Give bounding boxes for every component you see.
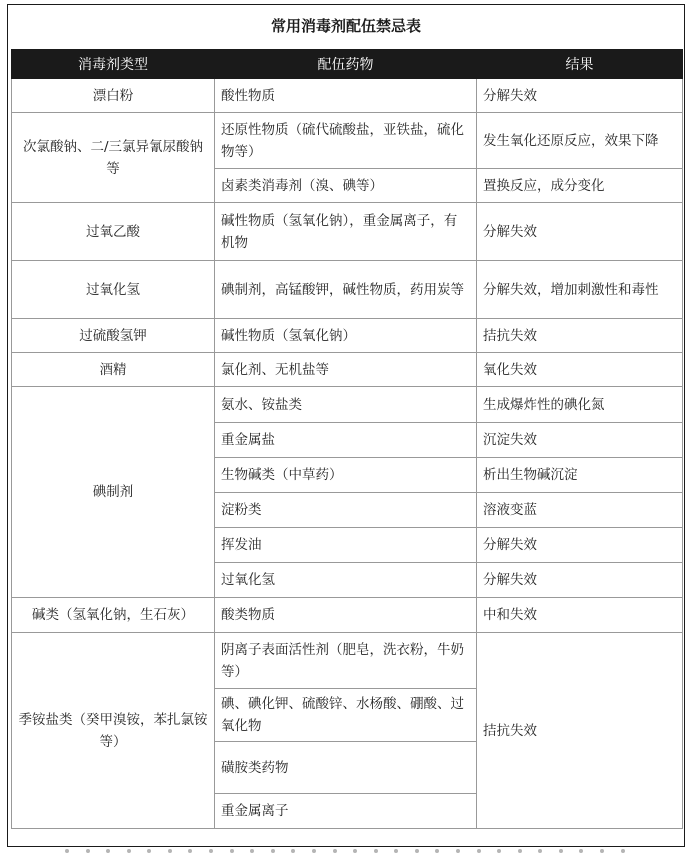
border-dot: [621, 849, 625, 853]
header-result: 结果: [477, 50, 683, 79]
page-title: 常用消毒剂配伍禁忌表: [270, 16, 421, 35]
compatible-drug-cell: 挥发油: [215, 528, 477, 563]
border-dot: [415, 849, 419, 853]
compatible-drug-cell: 碱性物质（氢氧化钠），重金属离子，有机物: [215, 203, 477, 261]
disinfectant-type-cell: 碘制剂: [12, 387, 215, 598]
result-cell: 中和失效: [477, 598, 683, 633]
border-dot: [579, 849, 583, 853]
result-cell: 分解失效: [477, 563, 683, 598]
border-dot: [559, 849, 563, 853]
border-dot: [188, 849, 192, 853]
compatible-drug-cell: 磺胺类药物: [215, 742, 477, 794]
disinfectant-type-cell: 漂白粉: [12, 79, 215, 113]
border-dot: [106, 849, 110, 853]
border-dot: [291, 849, 295, 853]
compatible-drug-cell: 氯化剂、无机盐等: [215, 353, 477, 387]
table-row: [12, 633, 683, 689]
compatible-drug-cell: 生物碱类（中草药）: [215, 458, 477, 493]
border-dot: [127, 849, 131, 853]
disinfectant-type-cell: 过氧乙酸: [12, 203, 215, 261]
compatible-drug-cell: 碘制剂，高锰酸钾，碱性物质，药用炭等: [215, 261, 477, 319]
disinfectant-type-cell: 酒精: [12, 353, 215, 387]
border-dot: [518, 849, 522, 853]
border-dot: [333, 849, 337, 853]
border-dot: [168, 849, 172, 853]
compatible-drug-cell: 还原性物质（硫代硫酸盐，亚铁盐，硫化物等）: [215, 113, 477, 169]
border-dot: [456, 849, 460, 853]
result-cell: 生成爆炸性的碘化氮: [477, 387, 683, 423]
compatible-drug-cell: 阴离子表面活性剂（肥皂，洗衣粉，牛奶等）: [215, 633, 477, 689]
disinfectant-type-cell: 碱类（氢氧化钠，生石灰）: [12, 598, 215, 633]
compatibility-table: [11, 49, 683, 829]
table-row: [12, 319, 683, 353]
table-body: [12, 79, 683, 829]
border-dot: [65, 849, 69, 853]
border-dot: [271, 849, 275, 853]
result-cell: 氧化失效: [477, 353, 683, 387]
result-cell: 溶液变蓝: [477, 493, 683, 528]
bottom-dotted-border: [65, 849, 625, 855]
compatible-drug-cell: 淀粉类: [215, 493, 477, 528]
table-row: [12, 79, 683, 113]
border-dot: [435, 849, 439, 853]
compatible-drug-cell: 重金属盐: [215, 423, 477, 458]
header-drug: 配伍药物: [215, 50, 477, 79]
result-cell: 析出生物碱沉淀: [477, 458, 683, 493]
table-frame: [7, 4, 685, 847]
table-row: [12, 353, 683, 387]
header-type: 消毒剂类型: [12, 50, 215, 79]
result-cell: 分解失效: [477, 203, 683, 261]
table-row: [12, 598, 683, 633]
border-dot: [147, 849, 151, 853]
disinfectant-type-cell: 过硫酸氢钾: [12, 319, 215, 353]
result-cell: 拮抗失效: [477, 633, 683, 829]
border-dot: [394, 849, 398, 853]
border-dot: [86, 849, 90, 853]
compatible-drug-cell: 碘、碘化钾、硫酸锌、水杨酸、硼酸、过氧化物: [215, 689, 477, 742]
disinfectant-type-cell: 次氯酸钠、二/三氯异氰尿酸钠等: [12, 113, 215, 203]
compatible-drug-cell: 重金属离子: [215, 794, 477, 829]
result-cell: 分解失效，增加刺激性和毒性: [477, 261, 683, 319]
result-cell: 沉淀失效: [477, 423, 683, 458]
result-cell: 置换反应，成分变化: [477, 169, 683, 203]
result-cell: 分解失效: [477, 79, 683, 113]
border-dot: [477, 849, 481, 853]
table-row: [12, 387, 683, 423]
compatible-drug-cell: 氨水、铵盐类: [215, 387, 477, 423]
compatible-drug-cell: 酸性物质: [215, 79, 477, 113]
border-dot: [250, 849, 254, 853]
border-dot: [312, 849, 316, 853]
table-row: [12, 113, 683, 169]
header-row: [12, 50, 683, 79]
border-dot: [538, 849, 542, 853]
border-dot: [374, 849, 378, 853]
compatible-drug-cell: 过氧化氢: [215, 563, 477, 598]
disinfectant-type-cell: 季铵盐类（癸甲溴铵，苯扎氯铵等）: [12, 633, 215, 829]
table-row: [12, 203, 683, 261]
disinfectant-type-cell: 过氧化氢: [12, 261, 215, 319]
compatible-drug-cell: 酸类物质: [215, 598, 477, 633]
result-cell: 拮抗失效: [477, 319, 683, 353]
compatible-drug-cell: 碱性物质（氢氧化钠）: [215, 319, 477, 353]
border-dot: [353, 849, 357, 853]
border-dot: [600, 849, 604, 853]
table-row: [12, 261, 683, 319]
border-dot: [497, 849, 501, 853]
compatible-drug-cell: 卤素类消毒剂（溴、碘等）: [215, 169, 477, 203]
border-dot: [209, 849, 213, 853]
result-cell: 分解失效: [477, 528, 683, 563]
result-cell: 发生氧化还原反应，效果下降: [477, 113, 683, 169]
border-dot: [230, 849, 234, 853]
